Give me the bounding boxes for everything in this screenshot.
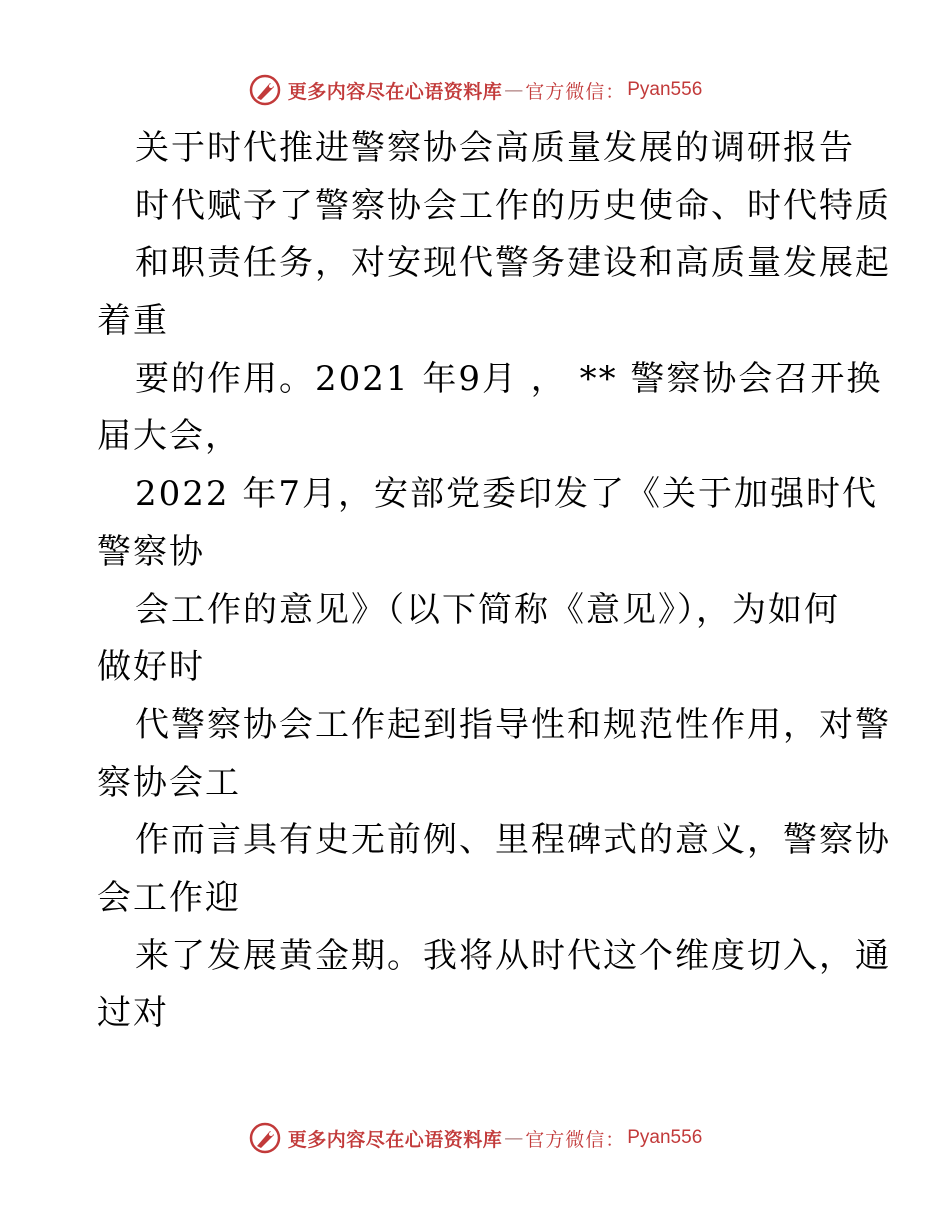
paragraph-line: 要的作用。2021 年9月 ， ** 警察协会召开换 — [135, 358, 883, 399]
paragraph-line: 着重 — [97, 301, 169, 342]
paragraph-line: 和职责任务，对安现代警务建设和高质量发展起 — [135, 243, 891, 284]
document-body — [97, 120, 891, 1043]
footer-wechat-label: 官方微信： — [525, 1128, 626, 1151]
paragraph-line: 做好时 — [97, 647, 205, 688]
paragraph-line: 作而言具有史无前例、里程碑式的意义，警察协 — [135, 820, 891, 861]
header-banner — [0, 70, 950, 110]
footer-separator: — — [504, 1127, 524, 1149]
pen-nib-logo-icon — [248, 1121, 282, 1155]
document-title: 关于时代推进警察协会高质量发展的调研报告 — [135, 128, 855, 168]
footer-wechat-id: Pyan556 — [627, 1127, 703, 1148]
paragraph-line: 警察协 — [97, 531, 205, 572]
footer-banner — [0, 1118, 950, 1158]
paragraph-line: 时代赋予了警察协会工作的历史使命、时代特质 — [135, 185, 891, 226]
paragraph-line: 届大会， — [97, 416, 241, 457]
paragraph-line: 过对 — [97, 993, 169, 1034]
paragraph-line: 会工作的意见》（以下简称《意见》），为如何 — [135, 589, 840, 630]
header-wechat-id: Pyan556 — [627, 79, 703, 100]
footer-brand-text: 更多内容尽在心语资料库 — [287, 1128, 503, 1151]
paragraph-line: 来了发展黄金期。我将从时代这个维度切入，通 — [135, 935, 891, 976]
header-separator: — — [504, 79, 524, 101]
header-wechat-label: 官方微信： — [525, 80, 626, 103]
paragraph-line: 会工作迎 — [97, 877, 241, 918]
paragraph-line: 2022 年7月，安部党委印发了《关于加强时代 — [135, 474, 878, 515]
paragraph-line: 代警察协会工作起到指导性和规范性作用，对警 — [135, 704, 891, 745]
header-brand-text: 更多内容尽在心语资料库 — [287, 80, 503, 103]
pen-nib-logo-icon — [248, 73, 282, 107]
paragraph-line: 察协会工 — [97, 762, 241, 803]
